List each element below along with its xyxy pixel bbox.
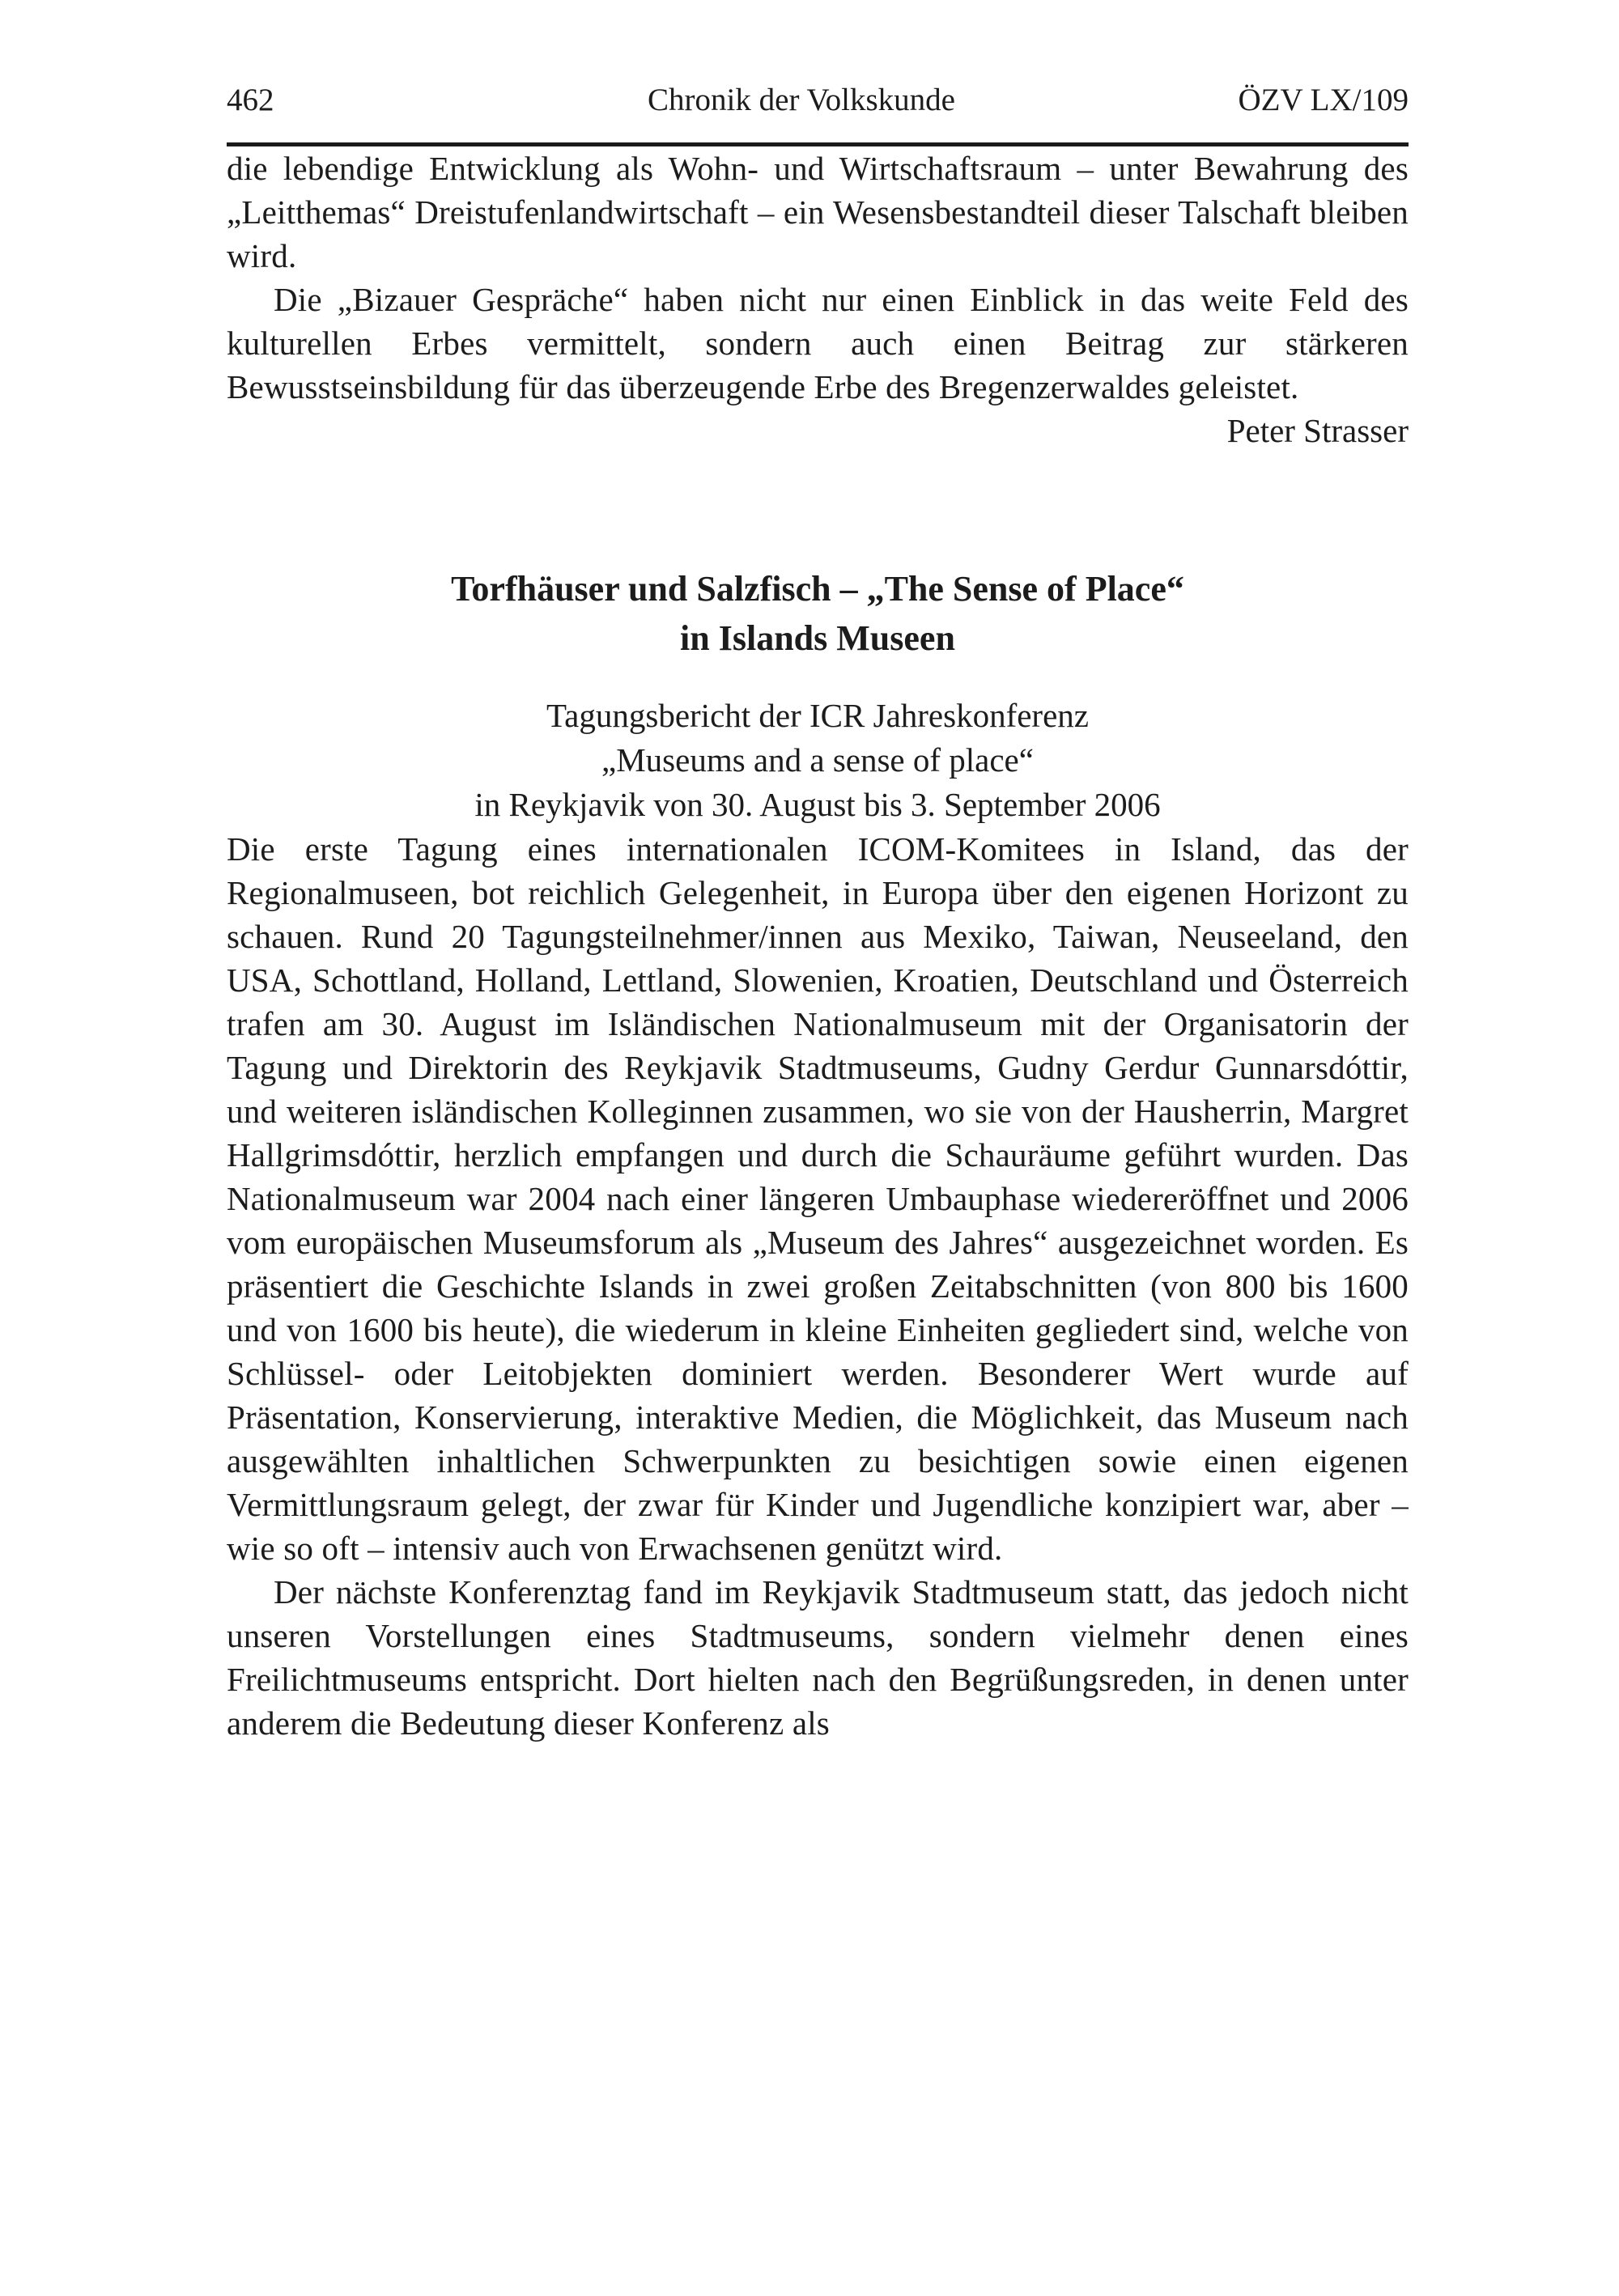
article-paragraph-1: Die erste Tagung eines internationalen ICOM-Komitees in Island, das der Regionalmuseen, bot reichlich Gelegenheit, in Europa über den eigenen Horizont zu schauen. Rund 20 Tagungsteilnehmer/innen aus Mexiko, Taiwan, Neuseeland, den USA, Schottland, Holland, Lettland, Slowenien, Kroatien, Deutschland und Österreich trafen am 30. August im Isländischen Nationalmuseum mit der Organisatorin der Tagung und Direktorin des Reykjavik Stadtmuseums, Gudny Gerdur Gunnarsdóttir, und weiteren isländischen Kolleginnen zusammen, wo sie von der Hausherrin, Margret Hallgrimsdóttir, herzlich empfangen und durch die Schauräume geführt wurden. Das Nationalmuseum war 2004 nach einer längeren Umbauphase wiedereröffnet und 2006 vom europäischen Museumsforum als „Museum des Jahres“ ausgezeichnet worden. Es präsentiert die Geschichte Islands in zwei großen Zeitabschnitten (von 800 bis 1600 und von 1600 bis heute), die wiederum in kleine Einheiten gegliedert sind, welche von Schlüssel- oder Leitobjekten dominiert werden. Besonderer Wert wurde auf Präsentation, Konservierung, interaktive Medien, die Möglichkeit, das Museum nach ausgewählten inhaltlichen Schwerpunkten zu besichtigen sowie einen eigenen Vermittlungsraum gelegt, der zwar für Kinder und Jugendliche konzipiert war, aber – wie so oft – intensiv auch von Erwachsenen genützt wird. (227, 830, 1409, 1567)
subtitle-line2: „Museums and a sense of place“ (601, 741, 1034, 779)
previous-article-closing-paragraph: Die „Bizauer Gespräche“ haben nicht nur einen Einblick in das weite Feld des kulturellen Erbes vermittelt, sondern auch einen Beitrag zur stärkeren Bewusstseinsbildung für das überzeugende Erbe des Bregenzerwaldes geleistet. (227, 281, 1409, 405)
subtitle-line1: Tagungsbericht der ICR Jahreskonferenz (546, 697, 1089, 734)
article-subtitle (227, 694, 1409, 827)
author-signature: Peter Strasser (1226, 412, 1409, 449)
previous-article-continuation-paragraph: die lebendige Entwicklung als Wohn- und Wirtschaftsraum – unter Bewahrung des „Leitthemas“ Dreistufenlandwirtschaft – ein Wesensbestandteil dieser Talschaft bleiben wird. (227, 150, 1409, 274)
journal-issue: ÖZV LX/109 (1238, 83, 1409, 117)
article-title-line1: Torfhäuser und Salzfisch – „The Sense of Place“ (451, 569, 1184, 609)
running-title: Chronik der Volkskunde (648, 83, 955, 117)
page-number: 462 (227, 83, 274, 117)
article-title-line2: in Islands Museen (680, 618, 955, 658)
page-header (227, 81, 1409, 120)
article-title (227, 564, 1409, 663)
subtitle-line3: in Reykjavik von 30. August bis 3. September 2006 (474, 786, 1161, 823)
article-paragraph-2: Der nächste Konferenztag fand im Reykjavik Stadtmuseum statt, das jedoch nicht unseren Vorstellungen eines Stadtmuseums, sondern vielmehr denen eines Freilichtmuseums entspricht. Dort hielten nach den Begrüßungsreden, in denen unter anderem die Bedeutung dieser Konferenz als (227, 1573, 1409, 1742)
